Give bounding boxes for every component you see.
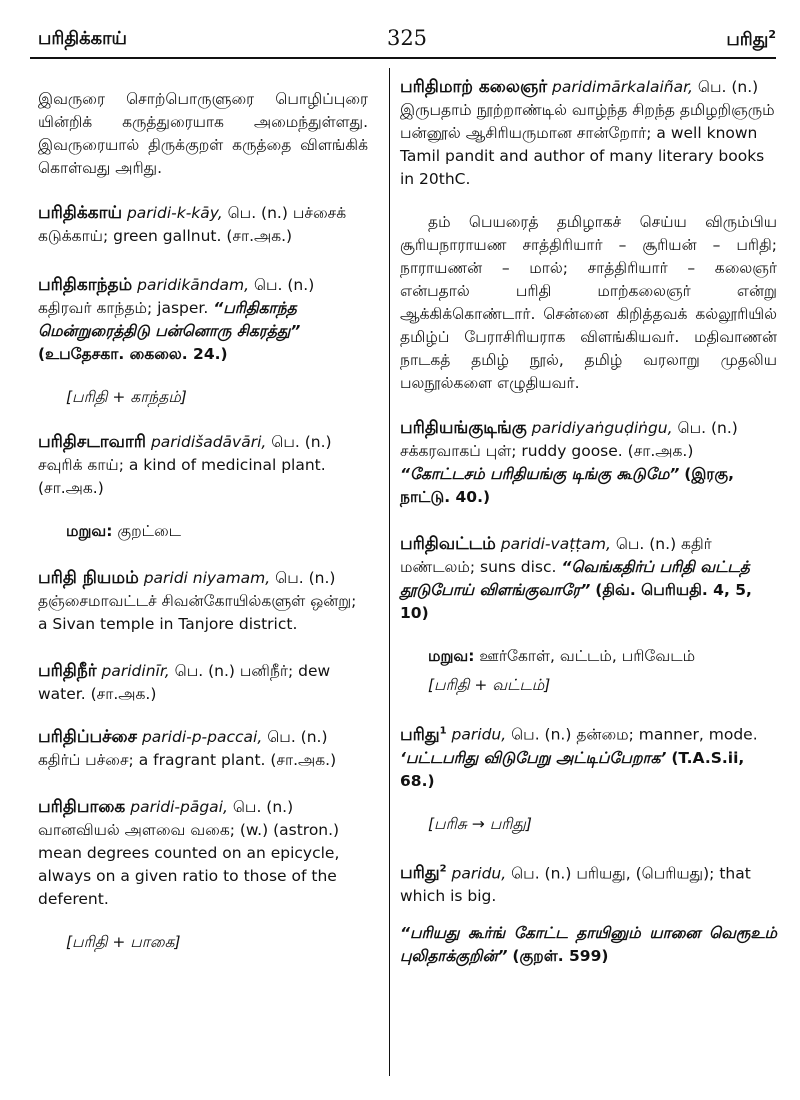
headword: பரிதி நியமம் <box>38 568 139 588</box>
headword <box>400 863 447 883</box>
quotation: “பரிதிகாந்த மென்றுரைத்திடு பன்னொரு சிகரத்து” <box>38 299 301 340</box>
quotation: “பரியது கூர்ங் கோட்ட தாயினும் யானை வெரூஉம் புலிதாக்குறின்” <box>400 924 777 966</box>
entry-paridinir <box>38 660 368 706</box>
etymology: [பரிதி + காந்தம்] <box>66 388 187 406</box>
citation: (T.A.S.ii, 68.) <box>400 748 745 790</box>
headword: பரிதிவட்டம் <box>400 534 496 554</box>
entry-paridivattam <box>400 533 777 625</box>
headword: பரிதிநீர் <box>38 661 97 681</box>
running-head-right-sup: 2 <box>768 28 776 41</box>
transliteration: paridi-vaṭṭam, <box>500 535 611 553</box>
etymology: [பரிசு → பரிது] <box>428 814 532 833</box>
transliteration: paridu, <box>451 864 507 883</box>
page-header <box>38 20 776 56</box>
transliteration: paridimārkalaiñar, <box>552 78 693 96</box>
citation: (உபதேசகா. கைலை. 24.) <box>38 345 228 363</box>
headword-text: பரிது <box>400 863 440 884</box>
transliteration: paridiyaṅguḍiṅgu, <box>531 419 673 437</box>
definition: பெ. (n.) பனிநீர்; dew water. (சா.அக.) <box>38 662 331 703</box>
entry-paridu-2 <box>400 858 777 909</box>
running-head-right <box>726 28 776 52</box>
synonym-label: மறுவ: <box>428 647 475 665</box>
transliteration: paridinīr, <box>101 662 170 680</box>
running-head-right-word: பரிது <box>726 29 769 50</box>
column-divider <box>389 68 390 1076</box>
transliteration: paridikāndam, <box>137 276 249 294</box>
page-number: 325 <box>386 26 428 50</box>
transliteration: paridi-k-kāy, <box>126 204 223 222</box>
quotation: ‘பட்டபரிது விடுபேறு அட்டிப்பேறாக’ <box>400 748 667 767</box>
definition: பெ. (n.) பச்சைக் கடுக்காய்; green gallnut. (சா.அக.) <box>38 204 347 245</box>
entry-paridu-1 <box>400 719 777 793</box>
definition: பெ. (n.) சவுரிக் காய்; a kind of medicinal plant. (சா.அக.) <box>38 433 332 497</box>
biography-paragraph: தம் பெயரைத் தமிழாகச் செய்ய விரும்பிய சூரியநாராயண சாத்திரியார் – சூரியன் – பரிதி; நாராயணன் – மால்; சாத்திரியார் – கலைஞர் என்பதால் பரிதி மாற்கலைஞர் என்று ஆக்கிக்கொண்டார். சென்னை கிறித்தவக் கல்லூரியில் தமிழ்ப் பேராசிரியராக விளங்கியவர். மதிவாணன் நாடகத் தமிழ் நூல், தமிழ் வரலாறு முதலிய பலநூல்களை எழுதியவர். <box>400 213 777 392</box>
quotation: “கோட்டசம் பரிதியங்கு டிங்கு கூடுமே” <box>400 465 680 483</box>
definition: பெ. (n.) வானவியல் அளவை வகை; (w.) (astron.) mean degrees counted on an epicycle, always on a given ratio to those of the deferent. <box>38 798 340 908</box>
quotation: “வெங்கதிர்ப் பரிதி வட்டத் தூடுபோய் விளங்குவாரே” <box>400 558 750 599</box>
headword-text: பரிது <box>400 724 440 745</box>
transliteration: paridu, <box>451 725 507 744</box>
entry-paridi-niyamam <box>38 567 368 636</box>
definition: பெ. (n.) கதிரவர் காந்தம்; jasper. <box>38 276 315 317</box>
entry-paridisadavari <box>38 431 368 500</box>
transliteration: paridi-pāgai, <box>130 798 228 816</box>
headword: பரிதிப்பச்சை <box>38 727 138 747</box>
transliteration: paridišadāvāri, <box>150 433 267 451</box>
headword: பரிதியங்குடிங்கு <box>400 418 527 438</box>
transliteration: paridi niyamam, <box>143 569 271 587</box>
citation: (திவ். பெரியதி. 4, 5, 10) <box>400 581 752 622</box>
definition: பெ. (n.) தன்மை; manner, mode. <box>511 725 758 744</box>
header-rule <box>30 57 776 59</box>
synonym-text: குறட்டை <box>117 522 181 540</box>
definition: பெ. (n.) இருபதாம் நூற்றாண்டில் வாழ்ந்த சிறந்த தமிழறிஞரும் பன்னூல் ஆசிரியருமான சான்றோர்; a well known Tamil pandit and author of many literary books in 20thC. <box>400 78 775 188</box>
synonym-line <box>66 520 368 543</box>
citation: (இரகு, நாட்டு. 40.) <box>400 465 734 506</box>
definition: பெ. (n.) கதிர்ப் பச்சை; a fragrant plant. (சா.அக.) <box>38 728 337 769</box>
transliteration: paridi-p-paccai, <box>141 728 263 746</box>
left-column <box>38 70 368 976</box>
headword: பரிதிக்காய் <box>38 203 123 223</box>
definition: பெ. (n.) சக்கரவாகப் புள்; ruddy goose. (சா.அக.) <box>400 419 738 460</box>
headword: பரிதிசடாவாரி <box>38 432 147 452</box>
running-head-left: பரிதிக்காய் <box>38 28 127 49</box>
citation: (குறள். 599) <box>512 947 609 966</box>
headword: பரிதிகாந்தம் <box>38 275 133 295</box>
entry-paridimar-kalaignar <box>400 76 777 191</box>
synonym-line <box>428 645 777 668</box>
entry-paridikkay <box>38 202 368 248</box>
entry-paridippaccai <box>38 726 368 772</box>
synonym-label: மறுவ: <box>66 522 113 540</box>
entry-paridiyangudingu <box>400 417 777 509</box>
headword <box>400 725 447 745</box>
entry-paridikandam <box>38 274 368 366</box>
headword: பரிதிபாகை <box>38 797 126 817</box>
quotation-block <box>400 922 777 968</box>
headword: பரிதிமாற் கலைஞர் <box>400 77 548 97</box>
homograph-number: 1 <box>439 725 447 736</box>
synonym-text: ஊர்கோள், வட்டம், பரிவேடம் <box>479 647 696 665</box>
definition: பெ. (n.) பரியது, (பெரியது); that which is big. <box>400 864 751 906</box>
right-column <box>400 70 777 968</box>
definition: பெ. (n.) கதிர் மண்டலம்; suns disc. <box>400 535 712 576</box>
entry-paridipagai <box>38 796 368 911</box>
homograph-number: 2 <box>439 863 447 875</box>
etymology: [பரிதி + பாகை] <box>66 933 181 951</box>
continuation-text: இவருரை சொற்பொருளுரை பொழிப்புரை யின்றிக் கருத்துரையாக அமைந்துள்ளது. இவருரையால் திருக்குறள் கருத்தை விளங்கிக் கொள்வது அரிது. <box>38 90 368 177</box>
definition: பெ. (n.) தஞ்சைமாவட்டச் சிவன்கோயில்களுள் ஒன்று; a Sivan temple in Tanjore district. <box>38 569 357 633</box>
etymology: [பரிதி + வட்டம்] <box>428 676 551 694</box>
